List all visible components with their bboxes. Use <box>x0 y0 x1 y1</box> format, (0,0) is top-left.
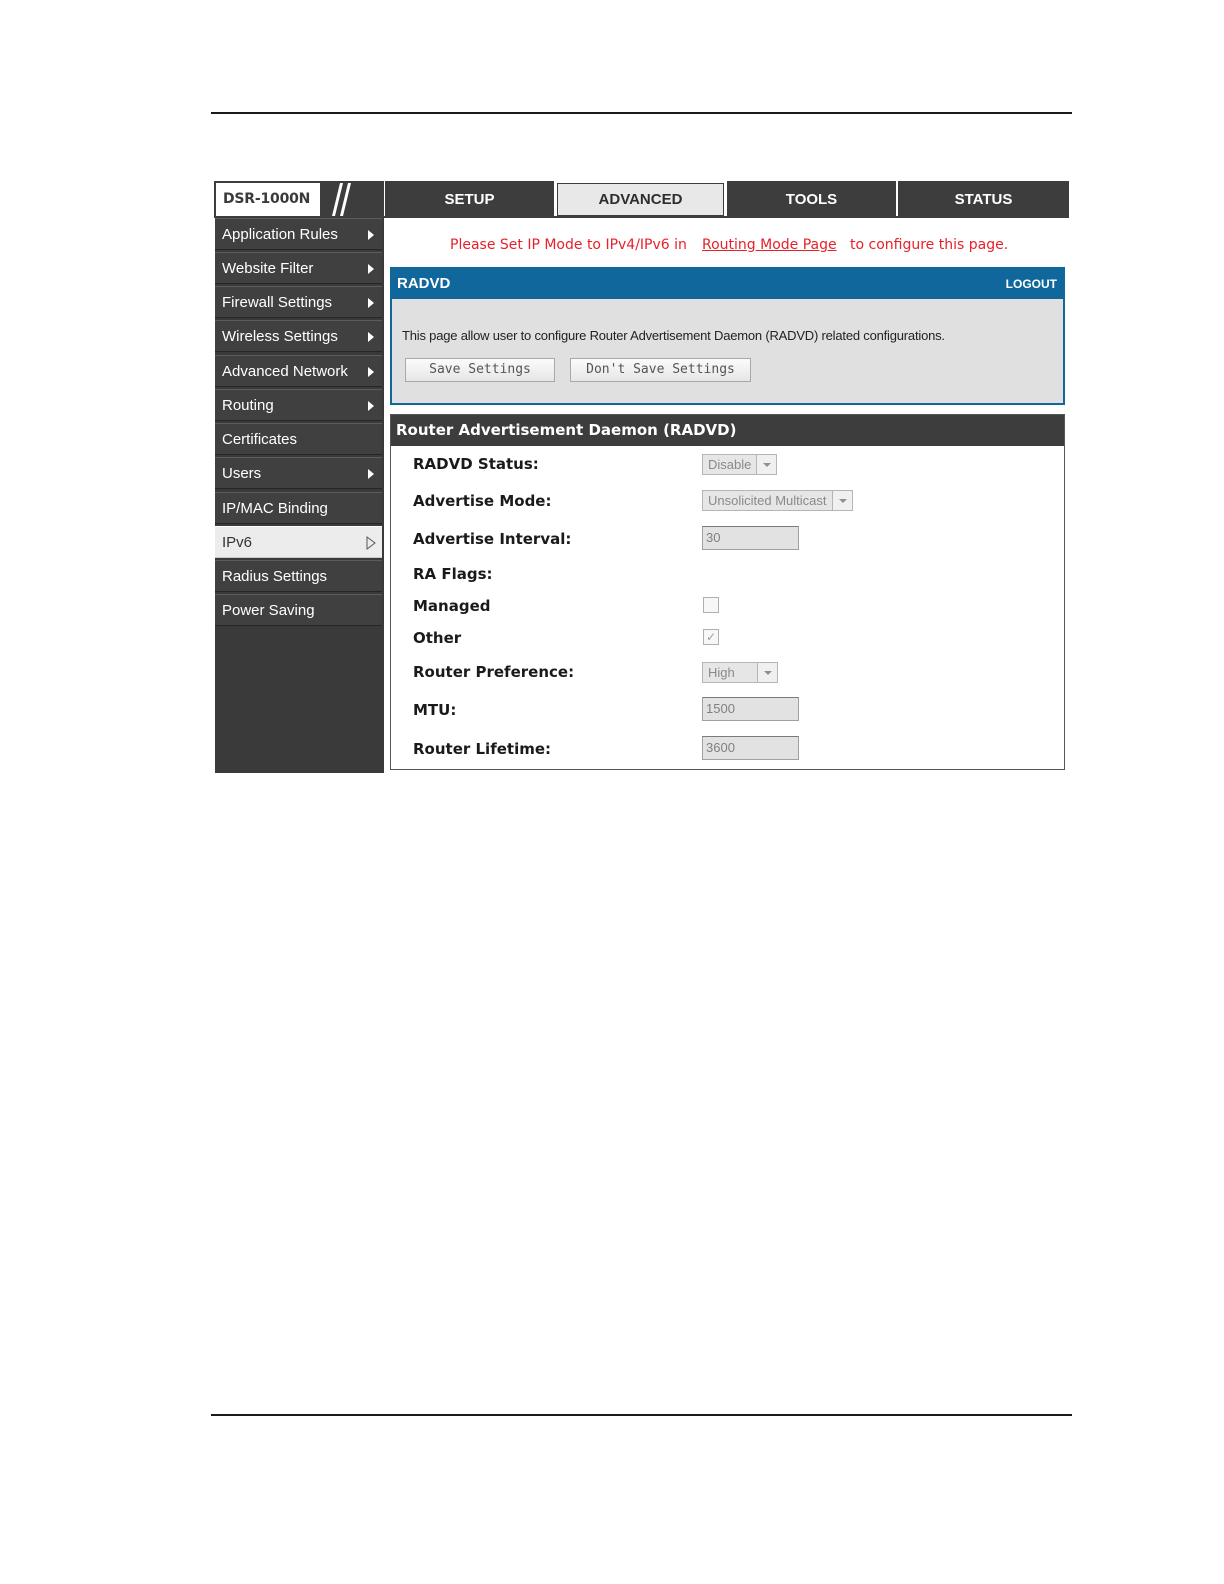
advertise-interval-input[interactable]: 30 <box>702 526 799 550</box>
sidebar-item-ipv6[interactable] <box>215 526 382 558</box>
product-logo <box>214 181 384 218</box>
router-preference-label: Router Preference: <box>413 663 575 681</box>
tab-status[interactable] <box>898 181 1069 218</box>
dont-save-settings-button[interactable]: Don't Save Settings <box>570 358 751 382</box>
warning-text-suffix: to configure this page. <box>850 237 1009 253</box>
sidebar-item-label: Firewall Settings <box>222 294 333 311</box>
advertise-interval-label: Advertise Interval: <box>413 530 572 548</box>
sidebar-item-label: Users <box>222 465 262 482</box>
chevron-right-icon <box>368 298 374 308</box>
logo-slashes-icon <box>320 181 360 218</box>
chevron-right-icon <box>368 401 374 411</box>
sidebar-item-wireless-settings[interactable] <box>215 320 382 352</box>
sidebar <box>215 218 384 773</box>
advertise-mode-label: Advertise Mode: <box>413 492 552 510</box>
model-name: DSR-1000N <box>223 191 311 207</box>
mtu-input[interactable]: 1500 <box>702 697 799 721</box>
managed-checkbox[interactable] <box>703 597 719 613</box>
radvd-settings-section <box>390 414 1065 770</box>
radvd-info-panel <box>390 267 1065 405</box>
sidebar-item-website-filter[interactable] <box>215 252 382 284</box>
chevron-right-outline-icon <box>366 536 376 550</box>
warning-text: Please Set IP Mode to IPv4/IPv6 in <box>450 237 687 253</box>
routing-mode-link[interactable]: Routing Mode Page <box>702 237 837 253</box>
save-settings-button[interactable]: Save Settings <box>405 358 555 382</box>
sidebar-item-label: Wireless Settings <box>222 328 338 345</box>
sidebar-item-label: IP/MAC Binding <box>222 500 328 517</box>
sidebar-item-label: Website Filter <box>222 260 314 277</box>
sidebar-item-radius-settings[interactable] <box>215 560 382 592</box>
bottom-rule <box>211 1414 1072 1416</box>
checkmark-icon: ✓ <box>706 630 717 644</box>
sidebar-item-application-rules[interactable] <box>215 218 382 250</box>
chevron-right-icon <box>368 230 374 240</box>
select-value: High <box>708 665 735 680</box>
router-lifetime-label: Router Lifetime: <box>413 740 552 758</box>
sidebar-item-power-saving[interactable] <box>215 594 382 626</box>
select-value: Unsolicited Multicast <box>708 493 827 508</box>
tab-setup[interactable] <box>385 181 554 218</box>
panel-title: RADVD <box>397 275 451 292</box>
other-checkbox[interactable] <box>703 629 719 645</box>
chevron-down-icon <box>756 455 776 474</box>
sidebar-item-firewall-settings[interactable] <box>215 286 382 318</box>
sidebar-item-label: Application Rules <box>222 226 338 243</box>
managed-label: Managed <box>413 597 491 615</box>
sidebar-item-label: Advanced Network <box>222 363 348 380</box>
tab-label: ADVANCED <box>598 191 683 208</box>
panel-description: This page allow user to configure Router Advertisement Daemon (RADVD) related configurations. <box>402 328 945 343</box>
ra-flags-label: RA Flags: <box>413 565 493 583</box>
chevron-right-icon <box>368 367 374 377</box>
sidebar-item-label: Routing <box>222 397 274 414</box>
sidebar-item-ip-mac-binding[interactable] <box>215 492 382 524</box>
chevron-down-icon <box>832 491 852 510</box>
router-lifetime-input[interactable]: 3600 <box>702 736 799 760</box>
section-title: Router Advertisement Daemon (RADVD) <box>391 415 1064 446</box>
sidebar-item-label: Radius Settings <box>222 568 328 585</box>
tab-label: TOOLS <box>785 191 838 208</box>
other-label: Other <box>413 629 462 647</box>
logout-link[interactable]: LOGOUT <box>1005 277 1057 291</box>
sidebar-item-label: Power Saving <box>222 602 315 619</box>
chevron-right-icon <box>368 469 374 479</box>
tab-label: STATUS <box>954 191 1013 208</box>
advertise-mode-select[interactable] <box>702 490 853 511</box>
chevron-down-icon <box>757 663 777 682</box>
tab-advanced[interactable] <box>555 181 726 218</box>
sidebar-item-users[interactable] <box>215 457 382 489</box>
mtu-label: MTU: <box>413 701 457 719</box>
top-navigation <box>214 181 1069 218</box>
select-value: Disable <box>708 457 752 472</box>
radvd-status-select[interactable] <box>702 454 777 475</box>
chevron-right-icon <box>368 264 374 274</box>
radvd-status-label: RADVD Status: <box>413 455 539 473</box>
panel-header <box>392 269 1063 299</box>
chevron-right-icon <box>368 332 374 342</box>
top-rule <box>211 112 1072 114</box>
sidebar-item-routing[interactable] <box>215 389 382 421</box>
sidebar-item-certificates[interactable] <box>215 423 382 455</box>
router-preference-select[interactable] <box>702 662 778 683</box>
sidebar-item-advanced-network[interactable] <box>215 355 382 387</box>
tab-tools[interactable] <box>727 181 896 218</box>
sidebar-item-label: Certificates <box>222 431 298 448</box>
tab-label: SETUP <box>444 191 495 208</box>
sidebar-item-label: IPv6 <box>222 534 253 551</box>
